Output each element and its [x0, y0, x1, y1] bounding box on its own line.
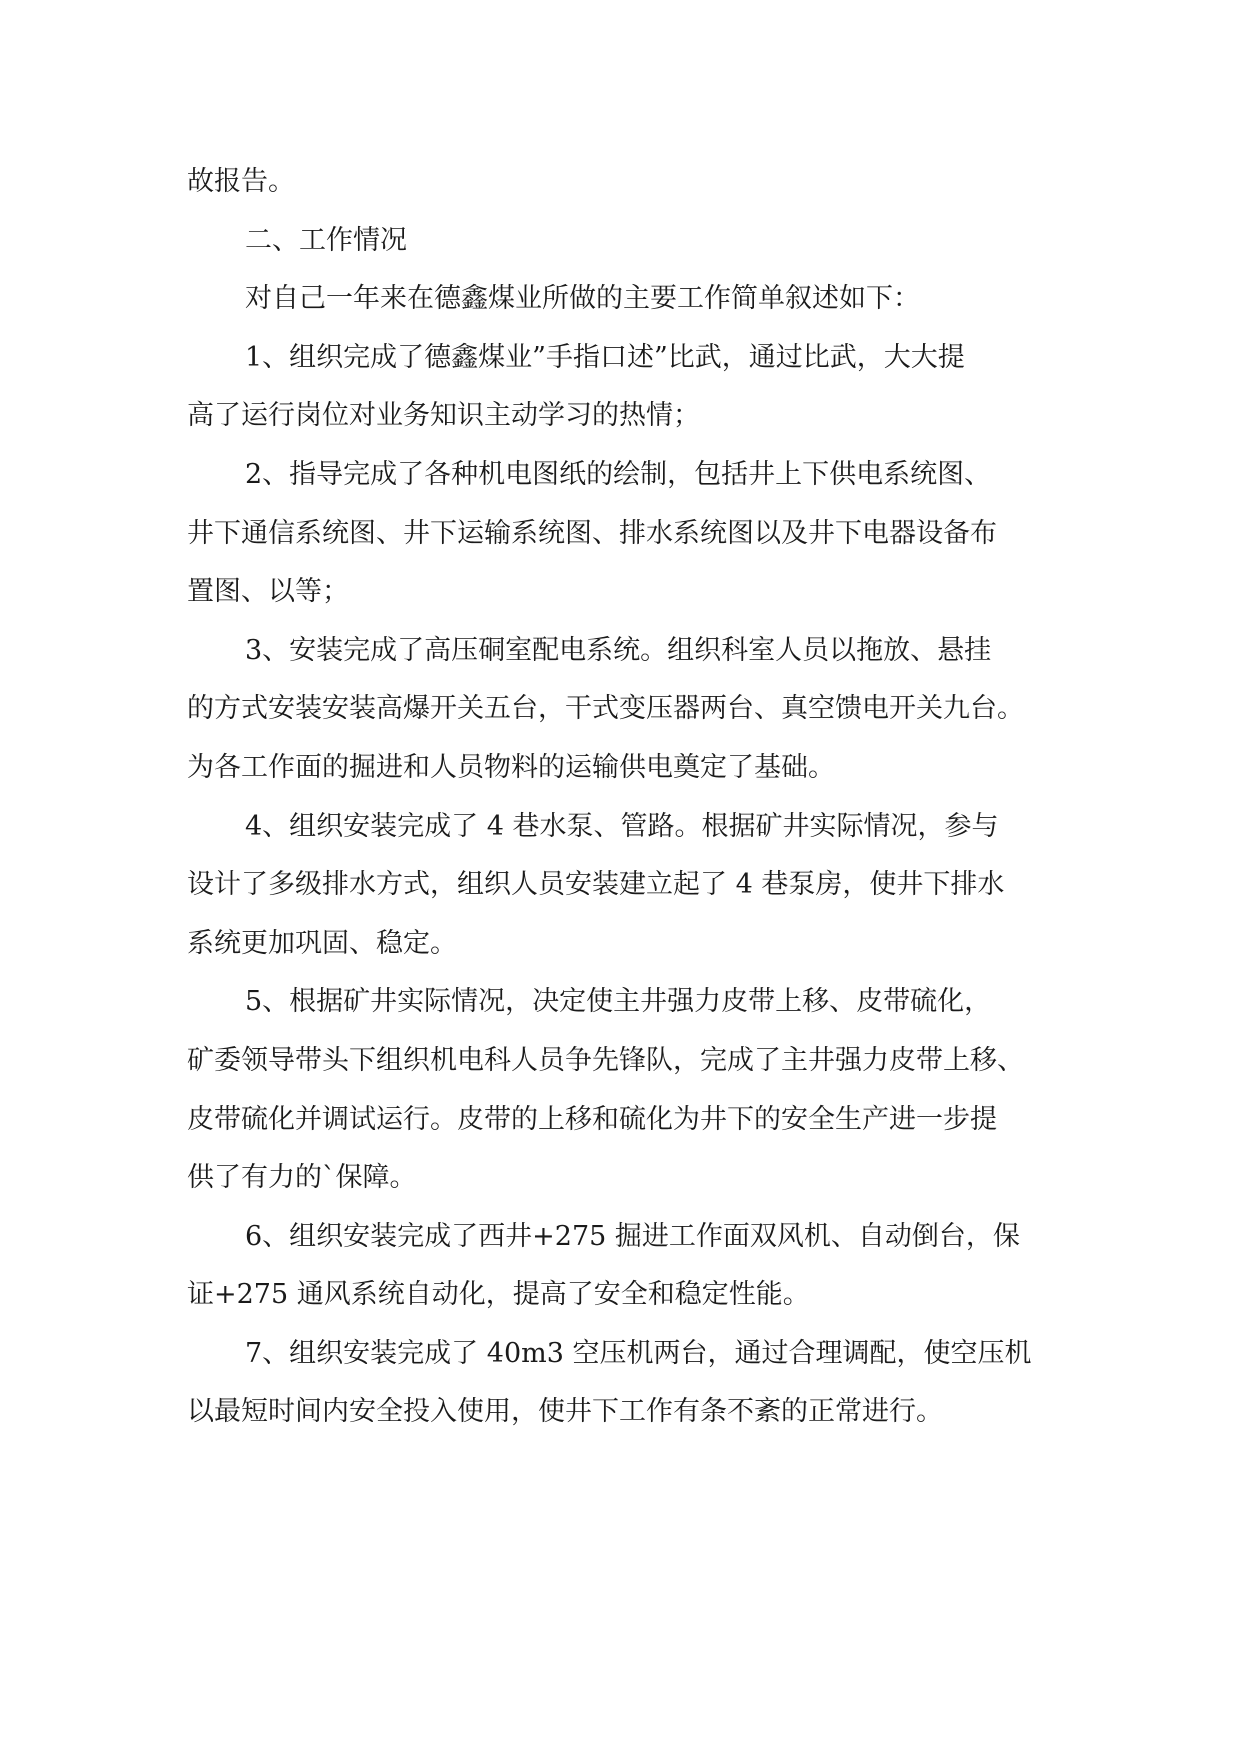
text-line: 4、组织安装完成了 4 巷水泵、管路。根据矿井实际情况，参与 [245, 810, 999, 842]
paragraph-item-1 [187, 329, 1057, 446]
paragraph-item-2 [187, 446, 1057, 622]
text-line: 系统更加巩固、稳定。 [187, 927, 457, 959]
text-line: 二、工作情况 [245, 224, 407, 256]
paragraph-item-7 [187, 1325, 1057, 1442]
text-line: 设计了多级排水方式，组织人员安装建立起了 4 巷泵房，使井下排水 [187, 869, 1005, 901]
document-body [187, 153, 1057, 1442]
text-line: 证+275 通风系统自动化，提高了安全和稳定性能。 [187, 1279, 810, 1311]
section-heading-work-status [187, 212, 1057, 271]
paragraph-item-6 [187, 1208, 1057, 1325]
text-line: 1、组织完成了德鑫煤业”手指口述”比武，通过比武，大大提 [245, 341, 965, 373]
text-line: 皮带硫化并调试运行。皮带的上移和硫化为井下的安全生产进一步提 [187, 1103, 997, 1135]
paragraph-closing [187, 153, 1057, 212]
text-line: 为各工作面的掘进和人员物料的运输供电奠定了基础。 [187, 751, 835, 783]
text-line: 以最短时间内安全投入使用，使井下工作有条不紊的正常进行。 [187, 1396, 943, 1428]
text-line: 3、安装完成了高压硐室配电系统。组织科室人员以拖放、悬挂 [245, 634, 992, 666]
text-line: 的方式安装安装高爆开关五台，干式变压器两台、真空馈电开关九台。 [187, 693, 1024, 725]
text-line: 高了运行岗位对业务知识主动学习的热情； [187, 400, 700, 432]
paragraph-intro [187, 270, 1057, 329]
paragraph-item-3 [187, 622, 1057, 798]
text-line: 对自己一年来在德鑫煤业所做的主要工作简单叙述如下： [245, 283, 920, 315]
paragraph-item-4 [187, 798, 1057, 974]
text-line: 7、组织安装完成了 40m3 空压机两台，通过合理调配，使空压机 [245, 1337, 1032, 1369]
text-line: 5、根据矿井实际情况，决定使主井强力皮带上移、皮带硫化， [245, 986, 992, 1018]
text-line: 置图、以等； [187, 576, 349, 608]
text-line: 2、指导完成了各种机电图纸的绘制，包括井上下供电系统图、 [245, 458, 992, 490]
text-line: 井下通信系统图、井下运输系统图、排水系统图以及井下电器设备布 [187, 517, 997, 549]
text-line: 供了有力的`保障。 [187, 1162, 417, 1194]
text-line: 故报告。 [187, 166, 295, 197]
text-line: 6、组织安装完成了西井+275 掘进工作面双风机、自动倒台，保 [245, 1220, 1020, 1252]
paragraph-item-5 [187, 973, 1057, 1207]
text-line: 矿委领导带头下组织机电科人员争先锋队，完成了主井强力皮带上移、 [187, 1044, 1024, 1076]
